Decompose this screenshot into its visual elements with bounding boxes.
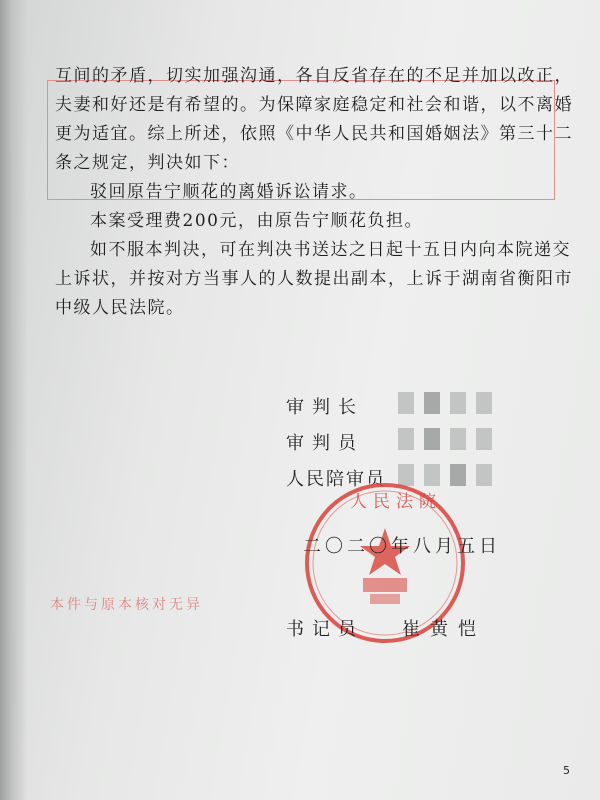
fee-line: 本案受理费200元，由原告宁顺花负担。 [90, 211, 423, 231]
body-line-2: 夫妻和好还是有希望的。为保障家庭稳定和社会和谐，以不离婚 [55, 95, 573, 115]
presiding-judge-name-redacted [398, 392, 492, 414]
certified-copy-stamp: 本件与原本核对无异 [50, 597, 203, 613]
appeal-line-1: 如不服本判决，可在判决书送达之日起十五日内向本院递交 [90, 240, 571, 260]
judge-label: 审判员 [286, 433, 364, 454]
body-line-4: 条之规定，判决如下： [55, 153, 240, 173]
clerk-name: 崔黄恺 [402, 619, 486, 640]
body-line-1: 互间的矛盾，切实加强沟通，各自反省存在的不足并加以改正， [55, 66, 573, 86]
body-line-3: 更为适宜。综上所述，依照《中华人民共和国婚姻法》第三十二 [55, 124, 573, 144]
juror-label: 人民陪审员 [286, 469, 386, 490]
clerk-label: 书记员 [286, 619, 364, 640]
appeal-line-3: 中级人民法院。 [55, 298, 185, 318]
judgment-date: 二〇二〇年八月五日 [303, 536, 501, 557]
presiding-judge-label: 审判长 [286, 397, 364, 418]
judge-name-redacted [398, 428, 492, 450]
page-number: 5 [563, 764, 570, 777]
seal-text: 人民法院 [350, 492, 442, 512]
verdict-line: 驳回原告宁顺花的离婚诉讼请求。 [90, 182, 368, 202]
appeal-line-2: 上诉状，并按对方当事人的人数提出副本，上诉于湖南省衡阳市 [55, 269, 573, 289]
